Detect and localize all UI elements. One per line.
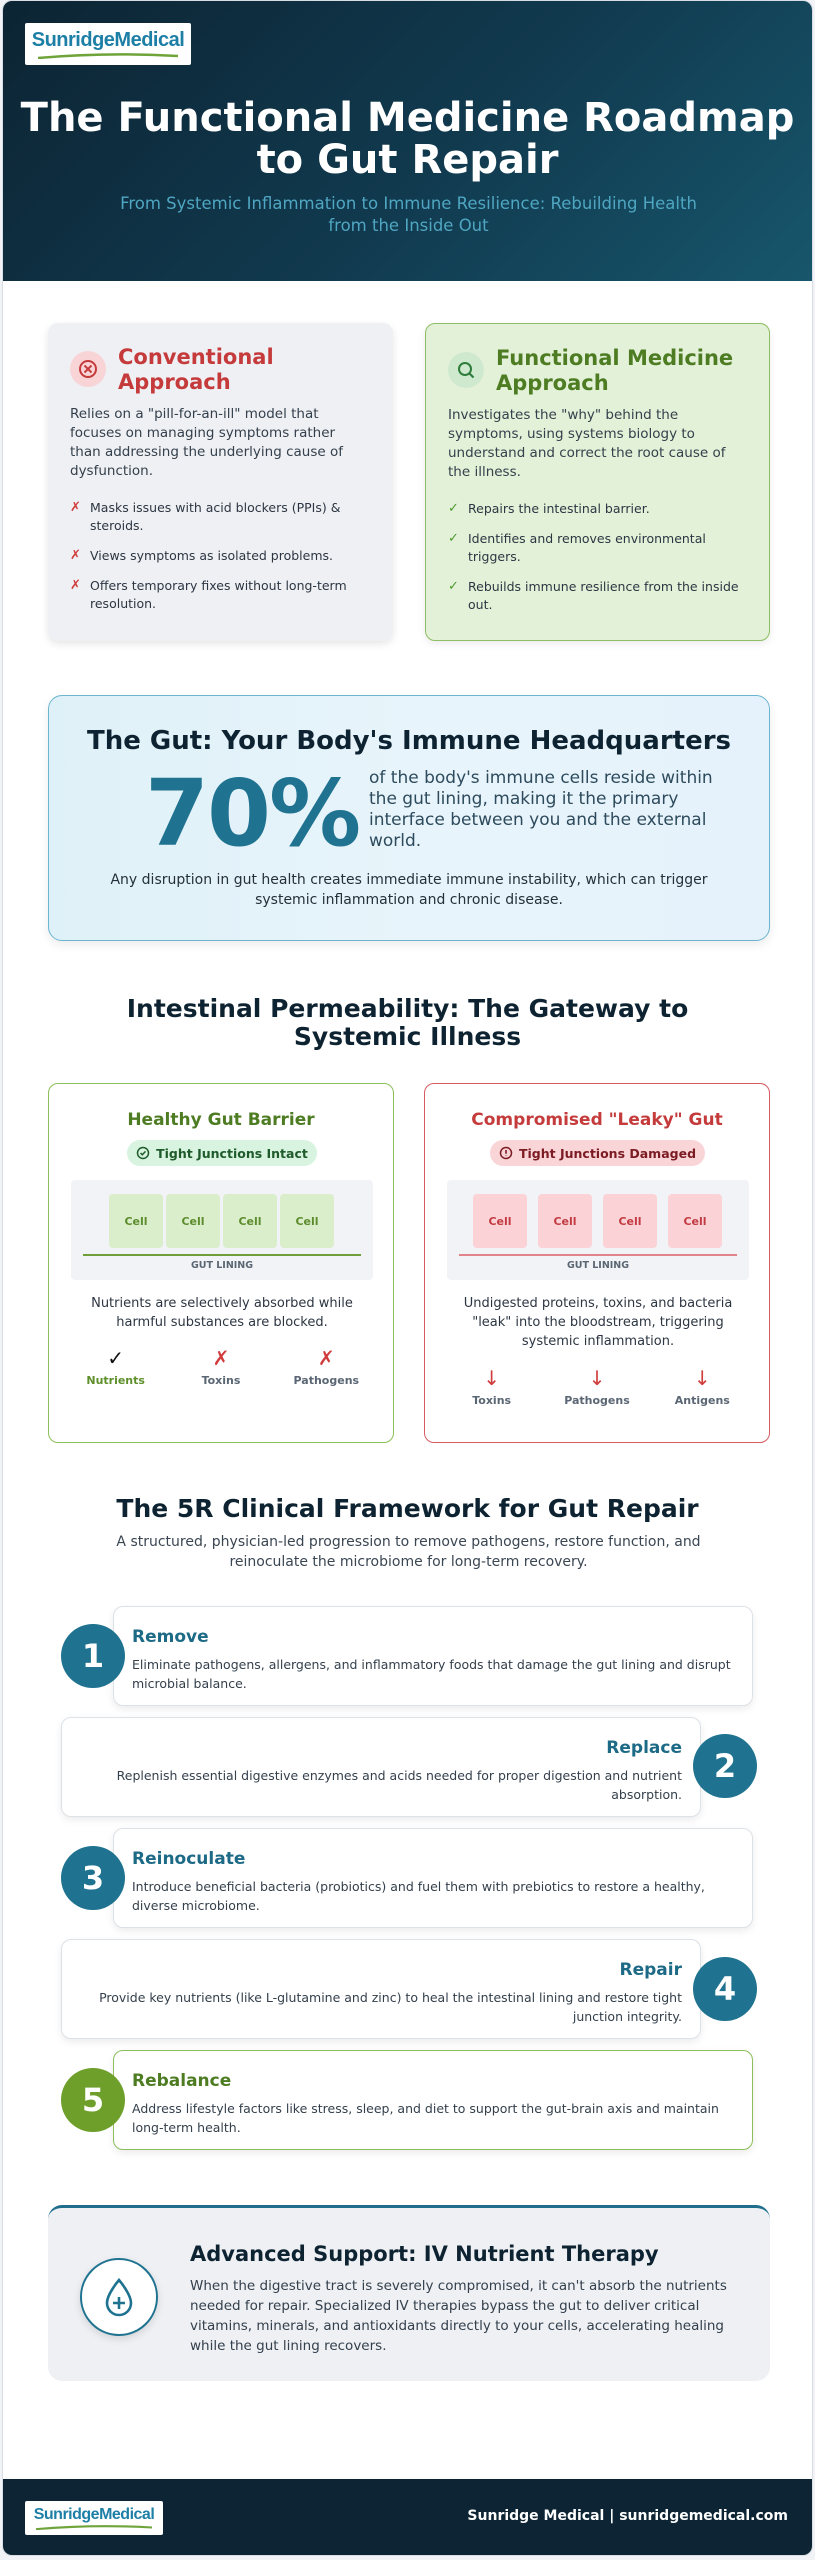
gut-lining-label: GUT LINING	[566, 1260, 630, 1271]
cell: Cell	[538, 1194, 592, 1248]
header	[3, 1, 812, 281]
step-number-1: 1	[61, 1624, 125, 1688]
x-mark-icon: ✗	[70, 500, 81, 515]
x-mark-icon: ✗	[212, 1346, 230, 1370]
step-description: Provide key nutrients (like L-glutamine and zinc) to heal the intestinal lining and restore tight junction integrity.	[99, 1990, 682, 2024]
logo-swoosh-icon	[36, 2525, 152, 2530]
x-mark-icon: ✗	[70, 548, 81, 563]
cell: Cell	[109, 1194, 163, 1248]
step-number-5: 5	[61, 2068, 125, 2132]
logo-text: SunridgeMedical	[31, 29, 185, 51]
gut-lining-line	[83, 1254, 361, 1256]
step-description: Address lifestyle factors like stress, sleep, and diet to support the gut-brain axis and maintain long-term health.	[132, 2101, 719, 2135]
marker-toxins: ↓ Toxins	[447, 1366, 537, 1407]
list-item: ✓ Identifies and removes environmental triggers.	[448, 531, 706, 564]
conventional-list	[70, 499, 370, 625]
step-description: Replenish essential digestive enzymes and acids needed for proper digestion and nutrient absorption.	[116, 1768, 682, 1802]
functional-title: Functional Medicine Approach	[496, 346, 734, 395]
healthy-gut-title: Healthy Gut Barrier	[127, 1110, 315, 1130]
functional-list	[448, 500, 748, 626]
list-item: ✓ Rebuilds immune resilience from the inside out.	[448, 579, 739, 612]
gut-lining-line	[459, 1254, 737, 1256]
conventional-description: Relies on a "pill-for-an-ill" model that focuses on managing symptoms rather than addressing the underlying cause of dysfunction.	[70, 406, 343, 479]
stat-title: The Gut: Your Body's Immune Headquarters	[86, 726, 732, 756]
marker-nutrients: ✓ Nutrients	[71, 1346, 161, 1387]
cell: Cell	[603, 1194, 657, 1248]
x-mark-icon: ✗	[70, 578, 81, 593]
cell: Cell	[280, 1194, 334, 1248]
search-icon	[448, 352, 484, 388]
step-card-reinoculate	[113, 1828, 753, 1928]
step-title: Reinoculate	[132, 1849, 246, 1869]
status-badge: Tight Junctions Intact	[127, 1140, 317, 1166]
footer-logo[interactable]	[25, 2501, 163, 2535]
arrow-down-icon: ↓	[693, 1366, 711, 1390]
stat-description: of the body's immune cells reside within the gut lining, making it the primary interface between you and the external world.	[369, 768, 713, 851]
alert-circle-icon	[499, 1146, 513, 1160]
step-number-3: 3	[61, 1846, 125, 1910]
step-number-4: 4	[693, 1957, 757, 2021]
list-item: ✗ Masks issues with acid blockers (PPIs) & steroids.	[70, 500, 341, 533]
iv-description: When the digestive tract is severely compromised, it can't absorb the nutrients needed for repair. Specialized IV therapies bypass the gut to deliver critical vitamins, minerals, and antioxidants directly to your cells, accelerating healing while the gut lining recovers.	[190, 2278, 727, 2354]
iv-therapy-box	[48, 2205, 770, 2381]
check-mark-icon: ✓	[448, 579, 459, 594]
leaky-gut-card	[424, 1083, 770, 1443]
logo-swoosh-icon	[38, 53, 178, 59]
gut-lining-label: GUT LINING	[190, 1260, 254, 1271]
step-title: Replace	[606, 1738, 682, 1758]
arrow-down-icon: ↓	[588, 1366, 606, 1390]
check-circle-icon	[136, 1146, 150, 1160]
step-description: Eliminate pathogens, allergens, and inflammatory foods that damage the gut lining and disrupt microbial balance.	[132, 1657, 731, 1691]
marker-pathogens: ↓ Pathogens	[552, 1366, 642, 1407]
infographic-page	[2, 0, 813, 2556]
permeability-title: Intestinal Permeability: The Gateway to Systemic Illness	[126, 994, 689, 1051]
stat-value: 70%	[145, 760, 360, 867]
leaky-gut-title: Compromised "Leaky" Gut	[471, 1110, 723, 1130]
logo[interactable]	[25, 23, 191, 65]
page-title: The Functional Medicine Roadmap to Gut Repair	[20, 95, 795, 183]
framework-title: The 5R Clinical Framework for Gut Repair	[116, 1494, 699, 1523]
list-item: ✗ Views symptoms as isolated problems.	[70, 548, 333, 563]
healthy-markers	[49, 1346, 393, 1387]
gut-lining-diagram	[447, 1180, 749, 1280]
check-mark-icon: ✓	[107, 1346, 125, 1370]
step-description: Introduce beneficial bacteria (probiotics) and fuel them with prebiotics to restore a healthy, diverse microbiome.	[132, 1879, 705, 1913]
gut-lining-diagram	[71, 1180, 373, 1280]
list-item: ✗ Offers temporary fixes without long-term resolution.	[70, 578, 347, 611]
cell: Cell	[668, 1194, 722, 1248]
conventional-approach-card	[48, 323, 393, 641]
step-number-2: 2	[693, 1734, 757, 1798]
x-mark-icon: ✗	[317, 1346, 335, 1370]
cell: Cell	[473, 1194, 527, 1248]
healthy-gut-description: Nutrients are selectively absorbed while harmful substances are blocked.	[91, 1296, 353, 1330]
functional-approach-card	[425, 323, 770, 641]
check-mark-icon: ✓	[448, 531, 459, 546]
step-title: Repair	[619, 1960, 682, 1980]
step-card-remove	[113, 1606, 753, 1706]
step-card-rebalance	[113, 2050, 753, 2150]
logo-text: SunridgeMedical	[33, 2506, 155, 2523]
immune-stat-box	[48, 695, 770, 941]
marker-antigens: ↓ Antigens	[657, 1366, 747, 1407]
step-card-replace	[61, 1717, 701, 1817]
cell: Cell	[166, 1194, 220, 1248]
status-badge: Tight Junctions Damaged	[490, 1140, 705, 1166]
functional-description: Investigates the "why" behind the symptoms, using systems biology to understand and correct the root cause of the illness.	[448, 407, 726, 480]
footer	[3, 2479, 812, 2556]
leaky-markers	[425, 1366, 769, 1407]
stat-note: Any disruption in gut health creates immediate immune instability, which can trigger systemic inflammation and chronic disease.	[110, 872, 708, 908]
list-item: ✓ Repairs the intestinal barrier.	[448, 501, 650, 516]
droplet-icon	[80, 2258, 158, 2336]
check-mark-icon: ✓	[448, 501, 459, 516]
step-title: Remove	[132, 1627, 209, 1647]
framework-subtitle: A structured, physician-led progression to remove pathogens, restore function, and reinoculate the microbiome for long-term recovery.	[116, 1534, 701, 1570]
healthy-gut-card	[48, 1083, 394, 1443]
marker-pathogens: ✗ Pathogens	[281, 1346, 371, 1387]
x-circle-icon	[70, 351, 106, 387]
iv-title: Advanced Support: IV Nutrient Therapy	[190, 2242, 659, 2266]
conventional-title: Conventional Approach	[118, 345, 274, 394]
page-subtitle: From Systemic Inflammation to Immune Resilience: Rebuilding Health from the Inside Out	[120, 194, 697, 235]
step-card-repair	[61, 1939, 701, 2039]
marker-toxins: ✗ Toxins	[176, 1346, 266, 1387]
footer-link[interactable]: Sunridge Medical | sunridgemedical.com	[467, 2508, 788, 2524]
leaky-gut-description: Undigested proteins, toxins, and bacteria "leak" into the bloodstream, triggering systemic inflammation.	[463, 1296, 733, 1349]
step-title: Rebalance	[132, 2071, 232, 2091]
arrow-down-icon: ↓	[483, 1366, 501, 1390]
cell: Cell	[223, 1194, 277, 1248]
